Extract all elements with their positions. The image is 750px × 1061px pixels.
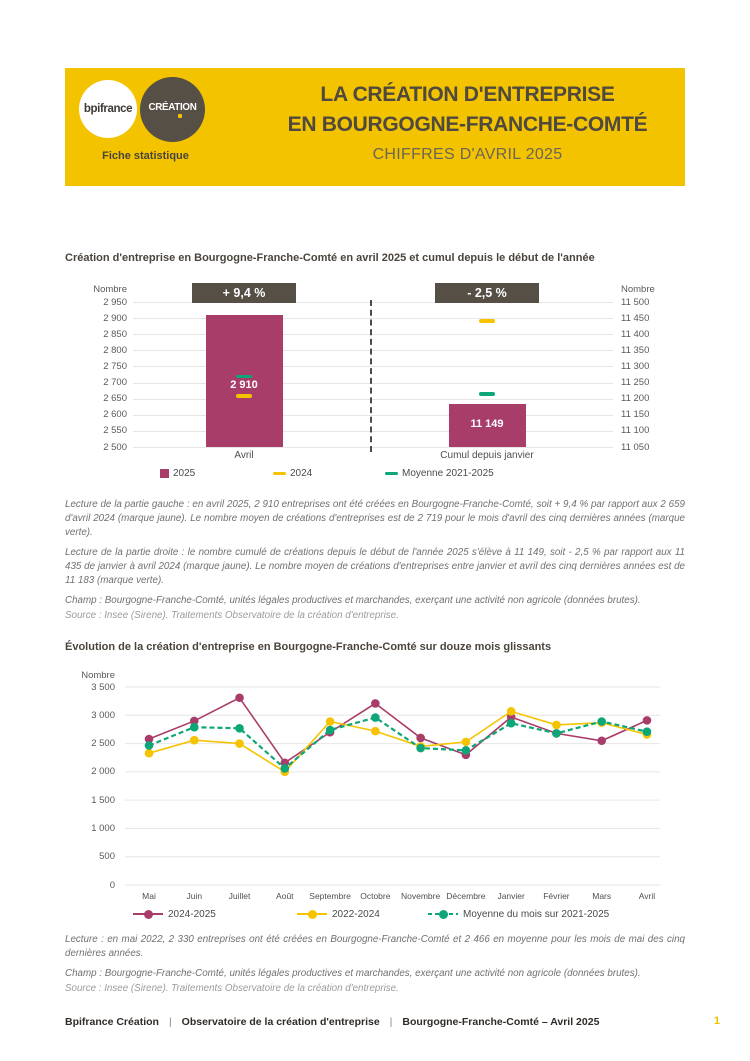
data-point xyxy=(145,741,154,750)
y-axis-tick-right: 11 500 xyxy=(621,296,650,308)
legend-label: Moyenne du mois sur 2021-2025 xyxy=(463,908,610,920)
header-tagline: Fiche statistique xyxy=(102,150,189,162)
data-point xyxy=(416,734,425,743)
y-axis-tick-left: 2 550 xyxy=(103,425,127,437)
legend-dot xyxy=(308,910,317,919)
header-title-block xyxy=(250,80,685,164)
legend-square-icon xyxy=(160,469,169,478)
lecture-note: Lecture : en mai 2022, 2 330 entreprises ont été créées en Bourgogne-Franche-Comté et 2 466 en moyenne pour les mois de mai des cinq dernières années. xyxy=(65,934,685,959)
legend-line-icon xyxy=(133,910,163,919)
data-point xyxy=(235,693,244,702)
legend-line-icon xyxy=(297,910,327,919)
source-note: Source : Insee (Sirene). Traitements Observatoire de la création d'entreprise. xyxy=(65,610,399,621)
y-axis-tick-right: 11 200 xyxy=(621,393,650,405)
legend-label: 2024-2025 xyxy=(168,908,216,920)
y-axis-tick-left: 2 750 xyxy=(103,360,127,372)
x-axis-month-label: Avril xyxy=(638,891,656,901)
y-axis-tick-right: 11 050 xyxy=(621,441,650,453)
legend-line-icon xyxy=(428,910,458,919)
y-axis-tick-left: 2 700 xyxy=(103,377,127,389)
legend-item-2024 xyxy=(273,468,312,479)
gridline xyxy=(133,447,613,448)
data-point xyxy=(552,729,561,738)
y-axis-tick-right: 11 250 xyxy=(621,377,650,389)
bar-value-label: 11 149 xyxy=(470,418,504,431)
change-badge: + 9,4 % xyxy=(192,283,296,303)
footer-separator: | xyxy=(168,1016,172,1028)
data-point xyxy=(371,713,380,722)
bar-chart-title: Création d'entreprise en Bourgogne-Franche-Comté en avril 2025 et cumul depuis le début de l'année xyxy=(65,252,595,264)
x-axis-month-label: Janvier xyxy=(497,891,525,901)
y-axis-tick-left: 2 500 xyxy=(103,441,127,453)
legend-dot xyxy=(439,910,448,919)
data-point xyxy=(326,726,335,735)
y-axis-tick-right: 11 300 xyxy=(621,360,650,372)
legend-label: Moyenne 2021-2025 xyxy=(402,468,494,479)
x-axis-month-label: Juillet xyxy=(228,891,251,901)
legend-dot xyxy=(144,910,153,919)
source-note-2: Source : Insee (Sirene). Traitements Observatoire de la création d'entreprise. xyxy=(65,983,399,994)
data-point xyxy=(371,699,380,708)
footer-separator: | xyxy=(389,1016,393,1028)
data-point xyxy=(462,746,471,755)
legend-label: 2022-2024 xyxy=(332,908,380,920)
legend-item-moyenne-2021-2025 xyxy=(385,468,494,479)
footer xyxy=(65,1016,685,1028)
lecture-left-note: Lecture de la partie gauche : en avril 2025, 2 910 entreprises ont été créées en Bourgogne-Franche-Comté, soit + 9,4 % par rapport aux 2 659 d'avril 2024 (marque jaune). Le nombre moyen de créations d'entreprises est de 2 719 pour le mois d'avril des cinq dernières années (marque verte). xyxy=(65,499,685,538)
y-axis-tick: 3 500 xyxy=(91,681,115,693)
y-axis-tick: 1 000 xyxy=(91,822,115,834)
y-axis-tick-right: 11 450 xyxy=(621,312,650,324)
data-point xyxy=(462,738,471,747)
creation-logo xyxy=(140,77,205,142)
y-axis-name-right: Nombre xyxy=(621,284,655,295)
data-point xyxy=(145,749,154,758)
x-axis-month-label: Février xyxy=(543,891,570,901)
legend-label: 2024 xyxy=(290,468,313,479)
data-point xyxy=(235,724,244,733)
data-point xyxy=(597,717,606,726)
legend-label: 2025 xyxy=(173,468,196,479)
footer-item: Bpifrance Création xyxy=(65,1016,159,1028)
x-axis-month-label: Juin xyxy=(186,891,203,901)
data-point xyxy=(552,721,561,730)
data-point xyxy=(326,717,335,726)
legend-item-moyenne-du-mois-sur-2021-2025 xyxy=(428,906,609,922)
page-number: 1 xyxy=(713,1015,720,1027)
line-chart-title: Évolution de la création d'entreprise en Bourgogne-Franche-Comté sur douze mois glissants xyxy=(65,641,552,653)
x-category-label: Cumul depuis janvier xyxy=(440,450,534,461)
data-point xyxy=(643,727,652,736)
y-axis-tick: 2 000 xyxy=(91,766,115,778)
x-axis-month-label: Septembre xyxy=(309,891,351,901)
champ-note-2: Champ : Bourgogne-Franche-Comté, unités légales productives et marchandes, exerçant une activité non agricole (données brutes). xyxy=(65,968,641,979)
data-point xyxy=(416,744,425,753)
data-point xyxy=(190,723,199,732)
y-axis-name: Nombre xyxy=(81,670,115,681)
marker-moyenne xyxy=(479,392,495,396)
y-axis-tick-right: 11 150 xyxy=(621,409,650,421)
y-axis-tick-left: 2 900 xyxy=(103,312,127,324)
footer-item: Observatoire de la création d'entreprise xyxy=(181,1016,380,1028)
y-axis-tick-left: 2 850 xyxy=(103,328,127,340)
legend-item-2024-2025 xyxy=(133,906,216,922)
y-axis-tick-right: 11 350 xyxy=(621,344,650,356)
y-axis-tick: 3 000 xyxy=(91,709,115,721)
line-chart xyxy=(0,660,750,905)
y-axis-tick: 500 xyxy=(99,851,115,863)
lecture-right-note: Lecture de la partie droite : le nombre cumulé de créations depuis le début de l'année 2025 s'élève à 11 149, soit - 2,5 % par rapport aux 11 435 de janvier à avril 2024 (marque jaune). Le nombre moyen de créations d'entreprises entre janvier et avril des cinq dernières années est de 11 183 (marque verte). xyxy=(65,547,685,586)
x-axis-month-label: Octobre xyxy=(360,891,391,901)
bpifrance-logo xyxy=(79,80,137,138)
bar-chart xyxy=(0,278,750,493)
legend-dash-icon xyxy=(273,472,286,475)
y-axis-tick-left: 2 600 xyxy=(103,409,127,421)
data-point xyxy=(281,764,290,773)
x-axis-month-label: Mars xyxy=(592,891,612,901)
line-chart-legend xyxy=(0,906,750,924)
marker-2024 xyxy=(236,394,252,398)
data-point xyxy=(643,716,652,725)
header-band xyxy=(65,68,685,186)
y-axis-tick-right: 11 400 xyxy=(621,328,650,340)
y-axis-tick: 0 xyxy=(109,879,115,891)
y-axis-tick: 2 500 xyxy=(91,738,115,750)
change-badge: - 2,5 % xyxy=(435,283,539,303)
x-axis-month-label: Août xyxy=(276,891,294,901)
y-axis-tick-left: 2 950 xyxy=(103,296,127,308)
bpifrance-logo-text: bpifrance xyxy=(83,103,133,115)
data-point xyxy=(507,719,516,728)
line-chart-svg xyxy=(0,660,750,905)
center-divider xyxy=(370,300,372,452)
data-point xyxy=(190,736,199,745)
line-chart-notes xyxy=(65,933,685,996)
x-axis-month-label: Mai xyxy=(142,891,156,901)
data-point xyxy=(507,707,516,716)
y-axis-name-left: Nombre xyxy=(93,284,127,295)
y-axis-tick-left: 2 650 xyxy=(103,393,127,405)
x-axis-month-label: Décembre xyxy=(446,891,486,901)
bar-chart-notes xyxy=(65,498,685,623)
y-axis-tick-left: 2 800 xyxy=(103,344,127,356)
marker-2024 xyxy=(479,319,495,323)
legend-item-2022-2024 xyxy=(297,906,380,922)
y-axis-tick-right: 11 100 xyxy=(621,425,650,437)
data-point xyxy=(597,736,606,745)
x-category-label: Avril xyxy=(234,450,254,461)
data-point xyxy=(235,739,244,748)
creation-logo-text: CRÉATION xyxy=(148,101,197,113)
page-title-line1: LA CRÉATION D'ENTREPRISE xyxy=(320,83,615,106)
data-point xyxy=(371,727,380,736)
page-title-line2: EN BOURGOGNE-FRANCHE-COMTÉ xyxy=(287,113,648,136)
bar-value-label: 2 910 xyxy=(230,379,258,392)
creation-logo-dot-icon xyxy=(178,114,182,118)
footer-item: Bourgogne-Franche-Comté – Avril 2025 xyxy=(402,1016,600,1028)
marker-moyenne xyxy=(236,375,252,379)
page-subtitle: CHIFFRES D'AVRIL 2025 xyxy=(372,146,563,163)
y-axis-tick: 1 500 xyxy=(91,794,115,806)
legend-item-2025 xyxy=(160,468,195,479)
legend-dash-icon xyxy=(385,472,398,475)
x-axis-month-label: Novembre xyxy=(401,891,441,901)
champ-note: Champ : Bourgogne-Franche-Comté, unités légales productives et marchandes, exerçant une activité non agricole (données brutes). xyxy=(65,595,641,606)
